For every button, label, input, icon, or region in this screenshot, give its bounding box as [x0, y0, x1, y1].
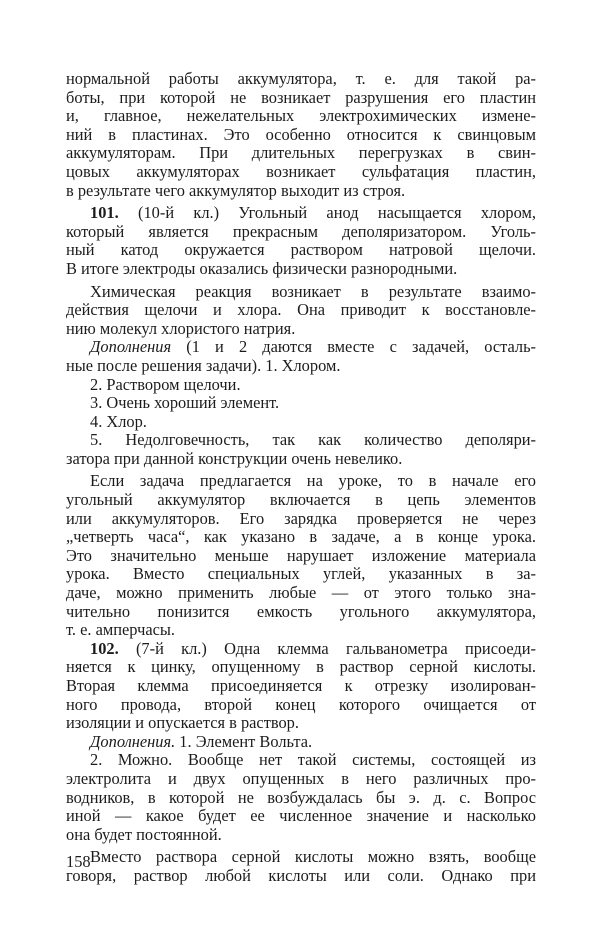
- paragraph: [66, 848, 536, 885]
- problem-102: [66, 640, 536, 733]
- text-line: „четверть часа“, как указано в задаче, а в конце урока.: [66, 527, 536, 547]
- text-line: 4. Хлор.: [90, 411, 147, 431]
- text-line: Химическая реакция возникает в результате взаимо-: [90, 281, 536, 301]
- text-line: Это значительно меньше нарушает изложение материала: [66, 545, 536, 565]
- additions-paragraph: [66, 733, 536, 752]
- text-line: и, главное, нежелательных электрохимических измене-: [66, 106, 536, 126]
- text-line: в результате чего аккумулятор выходит из строя.: [66, 180, 406, 200]
- text-line: 2. Раствором щелочи.: [90, 374, 241, 394]
- text-line: 101. (10-й кл.) Угольный анод насыщается хлором,: [90, 203, 536, 223]
- paragraph: [66, 283, 536, 339]
- text-line: Вторая клемма присоединяется к отрезку изолирован-: [66, 676, 536, 695]
- text-line: ного провода, второй конец которого очищается от: [66, 694, 536, 714]
- paragraph: [66, 472, 536, 639]
- text-line: В итоге электроды оказались физически разнородными.: [66, 258, 458, 278]
- answer-item: [66, 413, 536, 432]
- page-text: [66, 70, 536, 886]
- text-line: 3. Очень хороший элемент.: [90, 393, 280, 413]
- text-line: боты, при которой не возникает разрушения его пластин: [66, 87, 536, 107]
- text-line: Дополнения (1 и 2 даются вместе с задачей, осталь-: [90, 337, 536, 357]
- text-line: чительно понизится емкость угольного аккумулятора,: [66, 601, 536, 621]
- additions-label: Дополнения.: [90, 731, 176, 751]
- text-line: 2. Можно. Вообще нет такой системы, состоящей из: [90, 750, 536, 770]
- text-line: даче, можно применить любые — от этого только зна-: [66, 583, 536, 603]
- text-line: водников, в которой не возбуждалась бы э. д. с. Вопрос: [66, 787, 536, 807]
- text-line: нию молекул хлористого натрия.: [66, 318, 296, 338]
- problem-number: 101.: [90, 203, 119, 223]
- text-line: няется к цинку, опущенному в раствор серной кислоты.: [66, 657, 536, 677]
- text-line: ний в пластинах. Это особенно относится к свинцовым: [66, 124, 536, 144]
- problem-number: 102.: [90, 638, 119, 658]
- text-line: электролита и двух опущенных в него различных про-: [66, 768, 536, 788]
- problem-101: [66, 204, 536, 278]
- answer-item: [66, 394, 536, 413]
- answer-item: [66, 376, 536, 395]
- paragraph: [66, 70, 536, 200]
- text-line: Если задача предлагается на уроке, то в начале его: [90, 471, 536, 491]
- text-line: ный катод окружается раствором натровой щелочи.: [66, 240, 536, 260]
- additions-label: Дополнения: [90, 337, 172, 357]
- page-number: 158: [66, 852, 91, 871]
- text-line: цовых аккумуляторах возникает сульфатация пластин,: [66, 161, 536, 181]
- text-line: т. е. амперчасы.: [66, 620, 175, 640]
- additions-paragraph: [66, 338, 536, 375]
- text-line: говоря, раствор любой кислоты или соли. Однако при: [66, 865, 536, 885]
- text-line: затора при данной конструкции очень невелико.: [66, 448, 403, 468]
- text-line: нормальной работы аккумулятора, т. е. для такой ра-: [66, 69, 536, 88]
- text-line: который является прекрасным деполяризатором. Уголь-: [66, 221, 536, 241]
- text-line: действия щелочи и хлора. Она приводит к восстановле-: [66, 300, 536, 320]
- text-line: иной — какое будет ее численное значение и насколько: [66, 806, 536, 826]
- answer-item: [66, 751, 536, 844]
- text-line: 102. (7-й кл.) Одна клемма гальванометра присоеди-: [90, 638, 536, 658]
- text-line: или аккумуляторов. Его зарядка проверяется не через: [66, 508, 536, 528]
- text-line: ные после решения задачи). 1. Хлором.: [66, 355, 341, 375]
- text-line: Дополнения. 1. Элемент Вольта.: [90, 731, 313, 751]
- text-line: Вместо раствора серной кислоты можно взять, вообще: [90, 847, 536, 867]
- text-line: аккумуляторам. При длительных перегрузках в свин-: [66, 143, 536, 163]
- text-line: урока. Вместо специальных углей, указанных в за-: [66, 564, 536, 584]
- answer-item: [66, 431, 536, 468]
- text-line: 5. Недолговечность, так как количество деполяри-: [90, 430, 536, 450]
- text-line: изоляции и опускается в раствор.: [66, 713, 299, 733]
- text-line: угольный аккумулятор включается в цепь элементов: [66, 490, 536, 510]
- text-line: она будет постоянной.: [66, 824, 222, 844]
